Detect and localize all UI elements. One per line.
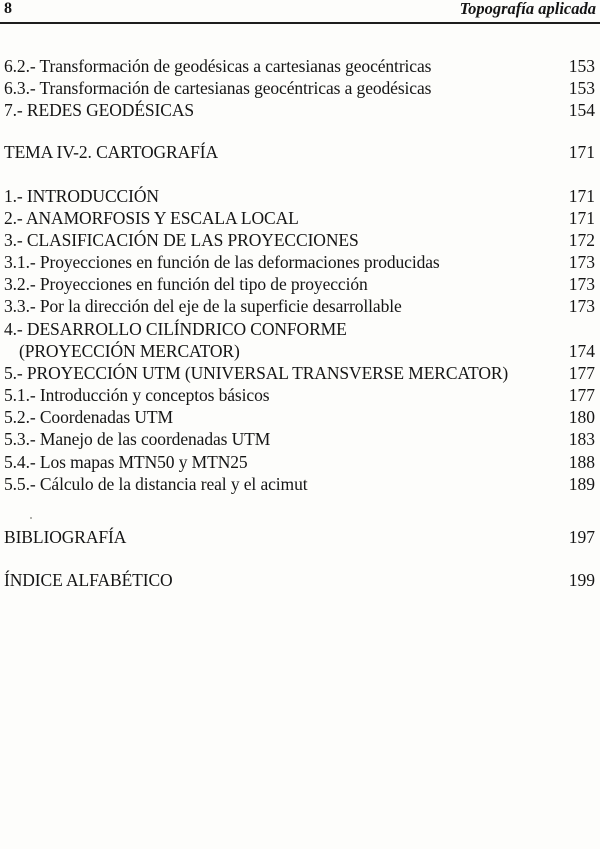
toc-entry-page: 189 [568,473,595,494]
page-number: 8 [4,0,12,17]
toc-entry-title: 5.2.- Coordenadas UTM [4,407,173,428]
toc-entry-title: (PROYECCIÓN MERCATOR) [19,340,240,361]
table-of-contents [4,55,595,591]
page-header [0,0,600,22]
toc-section [4,141,595,163]
toc-entry-page: 171 [568,142,595,163]
toc-row [4,185,595,207]
toc-row [4,428,595,450]
toc-entry-page: 199 [568,569,595,590]
toc-entry-page: 188 [568,451,595,472]
toc-row [4,141,595,163]
running-title: Topografía aplicada [459,0,596,18]
toc-row [4,473,595,495]
toc-entry-title: 3.- CLASIFICACIÓN DE LAS PROYECCIONES [4,229,359,250]
toc-entry-title: 5.4.- Los mapas MTN50 y MTN25 [4,451,248,472]
toc-entry-title: 3.2.- Proyecciones en función del tipo de proyección [4,274,368,295]
toc-entry-page: 171 [568,185,595,206]
toc-row [4,207,595,229]
toc-entry-page: 173 [568,274,595,295]
toc-entry-title: BIBLIOGRAFÍA [4,526,127,547]
toc-entry-title: 7.- REDES GEODÉSICAS [4,100,195,121]
toc-row [4,451,595,473]
toc-entry-page: 180 [568,407,595,428]
toc-row [4,384,595,406]
toc-entry-page: 153 [568,78,595,99]
toc-entry-title: 3.1.- Proyecciones en función de las deformaciones producidas [4,252,440,273]
toc-entry-title: 5.- PROYECCIÓN UTM (UNIVERSAL TRANSVERSE MERCATOR) [4,362,509,383]
toc-entry-page: 173 [568,252,595,273]
toc-section [4,55,595,121]
toc-row [4,77,595,99]
toc-entry-page: 154 [568,100,595,121]
toc-row [4,251,595,273]
toc-entry-page: 153 [568,56,595,76]
toc-row [4,340,595,362]
toc-entry-title: 4.- DESARROLLO CILÍNDRICO CONFORME [4,318,347,339]
toc-entry-title: ÍNDICE ALFABÉTICO [4,569,173,590]
toc-entry-page: 183 [568,429,595,450]
toc-entry-page: 177 [568,385,595,406]
toc-row [4,229,595,251]
toc-entry-page: 172 [568,229,595,250]
toc-entry-title: 6.3.- Transformación de cartesianas geocéntricas a geodésicas [4,78,432,99]
toc-entry-page: 197 [568,526,595,547]
toc-row [4,55,595,77]
toc-section [4,526,595,548]
header-rule [0,22,600,24]
toc-row [4,569,595,591]
toc-entry-title: 6.2.- Transformación de geodésicas a cartesianas geocéntricas [4,56,432,76]
toc-entry-title: 1.- INTRODUCCIÓN [4,185,159,206]
toc-row [4,295,595,317]
toc-entry-page: 171 [568,207,595,228]
toc-entry-title: 5.1.- Introducción y conceptos básicos [4,385,270,406]
toc-row [4,406,595,428]
toc-entry-title: TEMA IV-2. CARTOGRAFÍA [4,142,219,163]
toc-section [4,185,595,495]
toc-entry-title: 5.3.- Manejo de las coordenadas UTM [4,429,271,450]
toc-row [4,526,595,548]
toc-entry-title: 3.3.- Por la dirección del eje de la superficie desarrollable [4,296,402,317]
toc-entry-page: 177 [568,362,595,383]
toc-row [4,318,595,340]
toc-entry-page: 174 [568,340,595,361]
toc-section [4,569,595,591]
toc-row [4,99,595,121]
toc-entry-page: 173 [568,296,595,317]
scan-speck [30,517,32,519]
toc-entry-title: 5.5.- Cálculo de la distancia real y el acimut [4,473,308,494]
toc-entry-title: 2.- ANAMORFOSIS Y ESCALA LOCAL [4,207,299,228]
toc-row [4,273,595,295]
toc-row [4,362,595,384]
